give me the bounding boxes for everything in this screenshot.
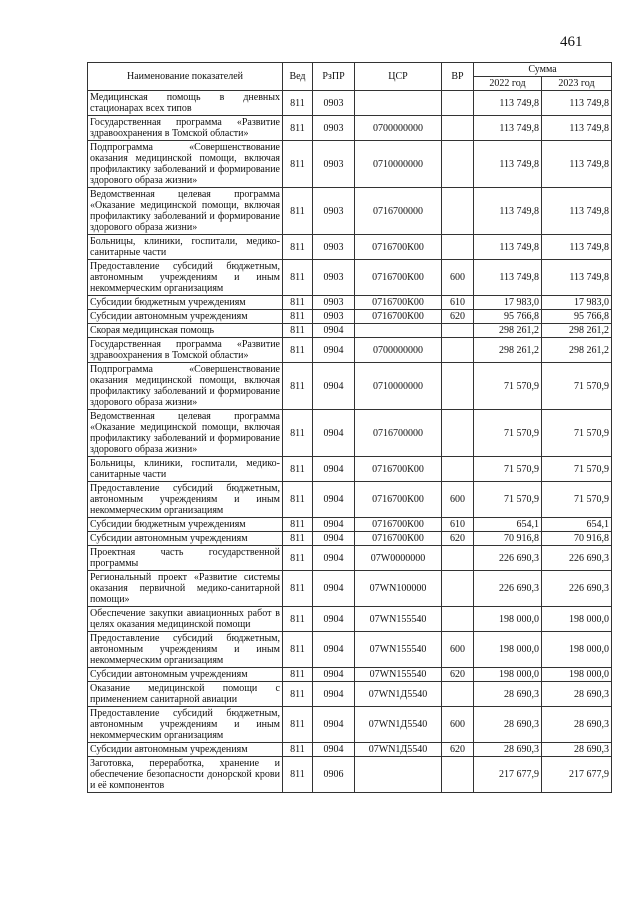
cell-ved: 811 (283, 457, 313, 482)
cell-name: Субсидии автономным учреждениям (88, 668, 283, 682)
cell-ved: 811 (283, 260, 313, 296)
table-row (88, 363, 612, 410)
cell-2023: 71 570,9 (542, 482, 612, 518)
table-row (88, 668, 612, 682)
cell-ved: 811 (283, 310, 313, 324)
cell-vr: 610 (442, 296, 474, 310)
cell-2022: 70 916,8 (474, 532, 542, 546)
table-row (88, 410, 612, 457)
cell-2023: 28 690,3 (542, 682, 612, 707)
cell-vr (442, 682, 474, 707)
cell-csr: 07WN155540 (355, 607, 442, 632)
cell-name: Медицинская помощь в дневных стационарах всех типов (88, 91, 283, 116)
cell-vr (442, 91, 474, 116)
cell-2022: 198 000,0 (474, 607, 542, 632)
cell-ved: 811 (283, 324, 313, 338)
cell-rzpr: 0903 (313, 310, 355, 324)
cell-2023: 113 749,8 (542, 116, 612, 141)
cell-ved: 811 (283, 607, 313, 632)
cell-2022: 298 261,2 (474, 338, 542, 363)
header-vr: ВР (442, 63, 474, 91)
table-row (88, 235, 612, 260)
cell-vr (442, 607, 474, 632)
cell-vr: 600 (442, 482, 474, 518)
cell-vr (442, 338, 474, 363)
cell-ved: 811 (283, 707, 313, 743)
cell-vr (442, 141, 474, 188)
cell-name: Скорая медицинская помощь (88, 324, 283, 338)
cell-rzpr: 0903 (313, 296, 355, 310)
header-year-2023: 2023 год (542, 77, 612, 91)
cell-vr: 620 (442, 310, 474, 324)
table-row (88, 116, 612, 141)
cell-name: Заготовка, переработка, хранение и обеспечение безопасности донорской крови и её компонентов (88, 757, 283, 793)
header-year-2022: 2022 год (474, 77, 542, 91)
cell-vr (442, 410, 474, 457)
cell-rzpr: 0904 (313, 743, 355, 757)
table-row (88, 260, 612, 296)
cell-ved: 811 (283, 338, 313, 363)
cell-name: Больницы, клиники, госпитали, медико-санитарные части (88, 235, 283, 260)
table-row (88, 743, 612, 757)
cell-csr (355, 324, 442, 338)
cell-vr: 600 (442, 707, 474, 743)
cell-rzpr: 0904 (313, 571, 355, 607)
header-name: Наименование показателей (88, 63, 283, 91)
cell-2022: 28 690,3 (474, 682, 542, 707)
table-row (88, 338, 612, 363)
cell-2023: 95 766,8 (542, 310, 612, 324)
cell-name: Подпрограмма «Совершенствование оказания медицинской помощи, включая профилактику заболеваний и формирование здорового образа жизни» (88, 363, 283, 410)
cell-name: Больницы, клиники, госпитали, медико-санитарные части (88, 457, 283, 482)
cell-ved: 811 (283, 296, 313, 310)
cell-ved: 811 (283, 363, 313, 410)
table-row (88, 188, 612, 235)
header-ved: Вед (283, 63, 313, 91)
cell-csr: 0716700000 (355, 410, 442, 457)
cell-2022: 113 749,8 (474, 116, 542, 141)
table-row (88, 518, 612, 532)
cell-rzpr: 0904 (313, 707, 355, 743)
cell-2023: 113 749,8 (542, 235, 612, 260)
cell-2023: 71 570,9 (542, 410, 612, 457)
cell-vr (442, 235, 474, 260)
cell-name: Субсидии бюджетным учреждениям (88, 296, 283, 310)
cell-2022: 217 677,9 (474, 757, 542, 793)
cell-vr (442, 757, 474, 793)
cell-vr (442, 324, 474, 338)
cell-csr: 07WN155540 (355, 632, 442, 668)
table-row (88, 91, 612, 116)
cell-csr: 0716700К00 (355, 532, 442, 546)
cell-vr: 620 (442, 532, 474, 546)
cell-ved: 811 (283, 632, 313, 668)
cell-csr: 0716700К00 (355, 310, 442, 324)
cell-vr (442, 457, 474, 482)
cell-2022: 28 690,3 (474, 743, 542, 757)
cell-2022: 226 690,3 (474, 571, 542, 607)
cell-rzpr: 0904 (313, 324, 355, 338)
table-row (88, 707, 612, 743)
cell-rzpr: 0903 (313, 235, 355, 260)
cell-2023: 28 690,3 (542, 743, 612, 757)
cell-vr (442, 571, 474, 607)
table-row (88, 546, 612, 571)
cell-rzpr: 0903 (313, 188, 355, 235)
table-row (88, 532, 612, 546)
cell-name: Подпрограмма «Совершенствование оказания медицинской помощи, включая профилактику заболеваний и формирование здорового образа жизни» (88, 141, 283, 188)
cell-rzpr: 0904 (313, 482, 355, 518)
cell-ved: 811 (283, 668, 313, 682)
cell-ved: 811 (283, 546, 313, 571)
cell-2022: 198 000,0 (474, 632, 542, 668)
table-row (88, 757, 612, 793)
cell-rzpr: 0904 (313, 632, 355, 668)
cell-csr: 0716700К00 (355, 296, 442, 310)
cell-rzpr: 0904 (313, 668, 355, 682)
cell-2022: 71 570,9 (474, 457, 542, 482)
cell-2023: 198 000,0 (542, 607, 612, 632)
cell-csr: 0710000000 (355, 141, 442, 188)
cell-vr (442, 546, 474, 571)
cell-2022: 113 749,8 (474, 260, 542, 296)
cell-rzpr: 0903 (313, 260, 355, 296)
cell-csr: 07WN1Д5540 (355, 743, 442, 757)
cell-csr: 0716700К00 (355, 518, 442, 532)
page-number: 461 (560, 34, 583, 50)
cell-ved: 811 (283, 188, 313, 235)
cell-name: Обеспечение закупки авиационных работ в целях оказания медицинской помощи (88, 607, 283, 632)
cell-vr (442, 363, 474, 410)
cell-ved: 811 (283, 410, 313, 457)
header-rzpr: РзПР (313, 63, 355, 91)
cell-2023: 113 749,8 (542, 188, 612, 235)
cell-name: Государственная программа «Развитие здравоохранения в Томской области» (88, 116, 283, 141)
cell-name: Субсидии автономным учреждениям (88, 743, 283, 757)
table-row (88, 296, 612, 310)
cell-csr: 0716700К00 (355, 235, 442, 260)
cell-vr (442, 188, 474, 235)
cell-csr: 07WN155540 (355, 668, 442, 682)
cell-csr: 0716700К00 (355, 482, 442, 518)
cell-ved: 811 (283, 571, 313, 607)
cell-2023: 226 690,3 (542, 546, 612, 571)
table-row (88, 571, 612, 607)
cell-csr: 07WN1Д5540 (355, 707, 442, 743)
cell-vr: 600 (442, 632, 474, 668)
cell-csr: 0700000000 (355, 338, 442, 363)
cell-2023: 70 916,8 (542, 532, 612, 546)
header-sum: Сумма (474, 63, 612, 77)
cell-2022: 95 766,8 (474, 310, 542, 324)
cell-csr: 07WN100000 (355, 571, 442, 607)
cell-2022: 71 570,9 (474, 482, 542, 518)
cell-2022: 113 749,8 (474, 235, 542, 260)
cell-rzpr: 0904 (313, 457, 355, 482)
cell-csr: 07WN1Д5540 (355, 682, 442, 707)
cell-2023: 113 749,8 (542, 260, 612, 296)
cell-ved: 811 (283, 116, 313, 141)
table-row (88, 632, 612, 668)
cell-name: Ведомственная целевая программа «Оказание медицинской помощи, включая профилактику заболеваний и формирование здорового образа жизни» (88, 188, 283, 235)
cell-vr: 620 (442, 743, 474, 757)
cell-ved: 811 (283, 743, 313, 757)
cell-vr: 620 (442, 668, 474, 682)
cell-name: Предоставление субсидий бюджетным, автономным учреждениям и иным некоммерческим организациям (88, 482, 283, 518)
cell-name: Субсидии автономным учреждениям (88, 310, 283, 324)
cell-rzpr: 0906 (313, 757, 355, 793)
cell-name: Проектная часть государственной программы (88, 546, 283, 571)
cell-csr: 07W0000000 (355, 546, 442, 571)
cell-name: Предоставление субсидий бюджетным, автономным учреждениям и иным некоммерческим организациям (88, 260, 283, 296)
cell-2022: 198 000,0 (474, 668, 542, 682)
cell-rzpr: 0903 (313, 116, 355, 141)
cell-name: Предоставление субсидий бюджетным, автономным учреждениям и иным некоммерческим организациям (88, 632, 283, 668)
cell-name: Предоставление субсидий бюджетным, автономным учреждениям и иным некоммерческим организациям (88, 707, 283, 743)
cell-2023: 71 570,9 (542, 363, 612, 410)
cell-csr: 0700000000 (355, 116, 442, 141)
cell-2022: 298 261,2 (474, 324, 542, 338)
cell-ved: 811 (283, 518, 313, 532)
cell-2023: 113 749,8 (542, 91, 612, 116)
cell-2022: 113 749,8 (474, 141, 542, 188)
cell-rzpr: 0904 (313, 607, 355, 632)
cell-csr (355, 91, 442, 116)
table-row (88, 324, 612, 338)
cell-2022: 28 690,3 (474, 707, 542, 743)
cell-2023: 28 690,3 (542, 707, 612, 743)
cell-ved: 811 (283, 682, 313, 707)
cell-csr: 0710000000 (355, 363, 442, 410)
table-body (88, 91, 612, 793)
table-row (88, 482, 612, 518)
cell-csr: 0716700К00 (355, 260, 442, 296)
cell-rzpr: 0903 (313, 141, 355, 188)
cell-2023: 198 000,0 (542, 632, 612, 668)
cell-2023: 217 677,9 (542, 757, 612, 793)
table-row (88, 141, 612, 188)
cell-2023: 198 000,0 (542, 668, 612, 682)
cell-2022: 113 749,8 (474, 188, 542, 235)
cell-2022: 654,1 (474, 518, 542, 532)
cell-rzpr: 0904 (313, 363, 355, 410)
cell-name: Государственная программа «Развитие здравоохранения в Томской области» (88, 338, 283, 363)
cell-rzpr: 0904 (313, 338, 355, 363)
cell-2022: 226 690,3 (474, 546, 542, 571)
table-row (88, 310, 612, 324)
cell-vr: 600 (442, 260, 474, 296)
cell-name: Субсидии бюджетным учреждениям (88, 518, 283, 532)
cell-ved: 811 (283, 91, 313, 116)
budget-table (87, 62, 612, 793)
cell-ved: 811 (283, 141, 313, 188)
cell-2023: 113 749,8 (542, 141, 612, 188)
cell-ved: 811 (283, 482, 313, 518)
cell-name: Региональный проект «Развитие системы оказания первичной медико-санитарной помощи» (88, 571, 283, 607)
cell-rzpr: 0904 (313, 518, 355, 532)
cell-ved: 811 (283, 757, 313, 793)
cell-2022: 71 570,9 (474, 363, 542, 410)
header-csr: ЦСР (355, 63, 442, 91)
cell-2023: 654,1 (542, 518, 612, 532)
cell-2022: 17 983,0 (474, 296, 542, 310)
cell-rzpr: 0904 (313, 410, 355, 457)
cell-csr (355, 757, 442, 793)
cell-2023: 71 570,9 (542, 457, 612, 482)
cell-2022: 113 749,8 (474, 91, 542, 116)
cell-ved: 811 (283, 532, 313, 546)
cell-vr: 610 (442, 518, 474, 532)
cell-name: Субсидии автономным учреждениям (88, 532, 283, 546)
cell-2023: 298 261,2 (542, 338, 612, 363)
cell-2022: 71 570,9 (474, 410, 542, 457)
table-row (88, 607, 612, 632)
cell-rzpr: 0904 (313, 546, 355, 571)
table-row (88, 457, 612, 482)
cell-2023: 226 690,3 (542, 571, 612, 607)
cell-csr: 0716700К00 (355, 457, 442, 482)
cell-csr: 0716700000 (355, 188, 442, 235)
table-row (88, 682, 612, 707)
cell-name: Оказание медицинской помощи с применением санитарной авиации (88, 682, 283, 707)
cell-ved: 811 (283, 235, 313, 260)
cell-rzpr: 0904 (313, 682, 355, 707)
cell-rzpr: 0904 (313, 532, 355, 546)
cell-name: Ведомственная целевая программа «Оказание медицинской помощи, включая профилактику заболеваний и формирование здорового образа жизни» (88, 410, 283, 457)
cell-2023: 17 983,0 (542, 296, 612, 310)
cell-2023: 298 261,2 (542, 324, 612, 338)
cell-vr (442, 116, 474, 141)
cell-rzpr: 0903 (313, 91, 355, 116)
